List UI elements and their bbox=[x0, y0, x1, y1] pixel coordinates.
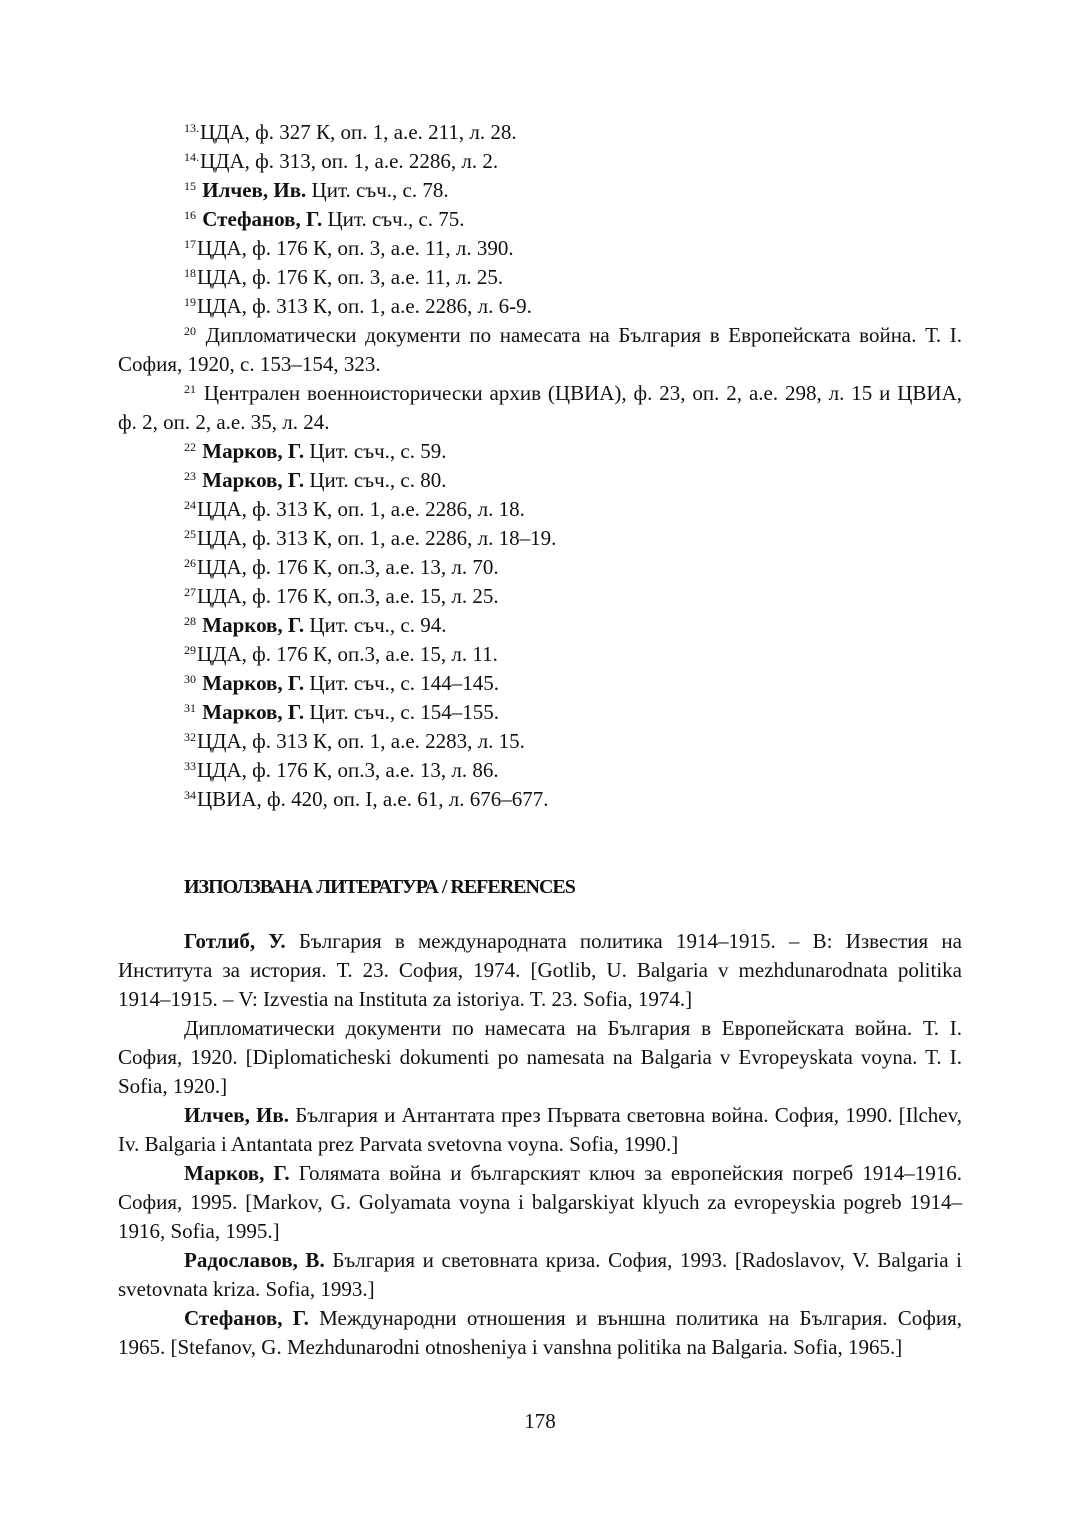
reference-author: Илчев, Ив. bbox=[184, 1103, 289, 1127]
footnote-number: 27 bbox=[184, 585, 196, 599]
footnote-number: 30 bbox=[184, 672, 196, 686]
footnote-text: Цит. съч., с. 59. bbox=[304, 439, 447, 463]
footnote-28 bbox=[118, 611, 962, 640]
footnote-text: Цит. съч., с. 94. bbox=[304, 613, 447, 637]
footnote-number: 33 bbox=[184, 759, 196, 773]
footnote-32 bbox=[118, 727, 962, 756]
footnote-25 bbox=[118, 524, 962, 553]
reference-item bbox=[118, 1101, 962, 1159]
reference-author: Радославов, В. bbox=[184, 1248, 325, 1272]
reference-text: България и световната криза. София, 1993. [Radoslavov, V. Balgaria i svetovnata kriza. Sofia, 1993.] bbox=[118, 1248, 963, 1301]
footnote-number: 34 bbox=[184, 788, 196, 802]
footnote-number: 14. bbox=[184, 150, 199, 164]
footnote-text: Цит. съч., с. 154–155. bbox=[304, 700, 499, 724]
reference-text: България в международната политика 1914–1915. – В: Известия на Института за история. Т. 23. София, 1974. [Gotlib, U. Balgaria v mezhdunarodnata politika 1914–1915. – V: Izvestia na Instituta za istoriya. T. 23. Sofia, 1974.] bbox=[118, 929, 962, 1011]
footnote-number: 32 bbox=[184, 730, 196, 744]
reference-item bbox=[118, 1159, 962, 1246]
footnote-text: ЦВИА, ф. 420, оп. I, а.е. 61, л. 676–677. bbox=[197, 787, 549, 811]
footnote-13 bbox=[118, 118, 962, 147]
footnote-text: ЦДА, ф. 313 К, оп. 1, а.е. 2286, л. 18–19. bbox=[197, 526, 557, 550]
references-list bbox=[118, 927, 962, 1362]
footnote-author: Стефанов, Г. bbox=[202, 207, 323, 231]
footnote-17 bbox=[118, 234, 962, 263]
reference-item bbox=[118, 1304, 962, 1362]
footnote-number: 13. bbox=[184, 121, 199, 135]
footnote-21 bbox=[118, 379, 962, 437]
footnote-text: ЦДА, ф. 327 К, оп. 1, а.е. 211, л. 28. bbox=[200, 120, 517, 144]
footnote-text: Цит. съч., с. 80. bbox=[304, 468, 447, 492]
footnote-34 bbox=[118, 785, 962, 814]
footnote-15 bbox=[118, 176, 962, 205]
footnote-number: 23 bbox=[184, 469, 196, 483]
reference-item bbox=[118, 1246, 962, 1304]
footnote-text: ЦДА, ф. 176 К, оп.3, а.е. 15, л. 11. bbox=[197, 642, 498, 666]
footnote-29 bbox=[118, 640, 962, 669]
reference-author: Стефанов, Г. bbox=[184, 1306, 309, 1330]
footnote-text: ЦДА, ф. 313 К, оп. 1, а.е. 2286, л. 18. bbox=[197, 497, 525, 521]
footnote-text: ЦДА, ф. 313 К, оп. 1, а.е. 2283, л. 15. bbox=[197, 729, 525, 753]
references-heading: ИЗПОЛЗВАНА ЛИТЕРАТУРА / REFERENCES bbox=[184, 876, 575, 898]
footnotes-list bbox=[118, 118, 962, 814]
footnote-27 bbox=[118, 582, 962, 611]
footnote-number: 26 bbox=[184, 556, 196, 570]
footnote-16 bbox=[118, 205, 962, 234]
footnote-23 bbox=[118, 466, 962, 495]
footnote-number: 28 bbox=[184, 614, 196, 628]
footnote-number: 18 bbox=[184, 266, 196, 280]
footnote-author: Марков, Г. bbox=[202, 439, 305, 463]
footnote-number: 25 bbox=[184, 527, 196, 541]
page-content bbox=[118, 118, 962, 1362]
reference-text: България и Антантата през Първата световна война. София, 1990. [Ilchev, Iv. Balgaria i Antantata prez Parvata svetovna voyna. Sofia, 1990.] bbox=[118, 1103, 963, 1156]
footnote-text: Цит. съч., с. 75. bbox=[322, 207, 465, 231]
footnote-31 bbox=[118, 698, 962, 727]
footnote-19 bbox=[118, 292, 962, 321]
reference-item bbox=[118, 927, 962, 1014]
reference-author: Готлиб, У. bbox=[184, 929, 286, 953]
footnote-author: Илчев, Ив. bbox=[202, 178, 307, 202]
footnote-author: Марков, Г. bbox=[202, 468, 305, 492]
footnote-author: Марков, Г. bbox=[202, 700, 305, 724]
footnote-22 bbox=[118, 437, 962, 466]
footnote-14 bbox=[118, 147, 962, 176]
footnote-number: 24 bbox=[184, 498, 196, 512]
footnote-number: 17 bbox=[184, 237, 196, 251]
footnote-18 bbox=[118, 263, 962, 292]
footnote-text: Цит. съч., с. 144–145. bbox=[304, 671, 499, 695]
footnote-author: Марков, Г. bbox=[202, 671, 305, 695]
footnote-text: Централен военноисторически архив (ЦВИА), ф. 23, оп. 2, а.е. 298, л. 15 и ЦВИА, ф. 2, оп. 2, а.е. 35, л. 24. bbox=[118, 381, 962, 434]
reference-item bbox=[118, 1014, 962, 1101]
footnote-24 bbox=[118, 495, 962, 524]
footnote-number: 21 bbox=[184, 382, 196, 396]
footnote-number: 22 bbox=[184, 440, 196, 454]
reference-text: Международни отношения и външна политика на България. София, 1965. [Stefanov, G. Mezhdunarodni otnosheniya i vanshna politika na Balgaria. Sofia, 1965.] bbox=[118, 1306, 962, 1359]
footnote-text: ЦДА, ф. 176 К, оп.3, а.е. 13, л. 70. bbox=[197, 555, 499, 579]
footnote-number: 31 bbox=[184, 701, 196, 715]
footnote-author: Марков, Г. bbox=[202, 613, 305, 637]
footnote-text: Дипломатически документи по намесата на България в Европейската война. Т. I. София, 1920, с. 153–154, 323. bbox=[118, 323, 962, 376]
footnote-26 bbox=[118, 553, 962, 582]
footnote-text: Цит. съч., с. 78. bbox=[306, 178, 449, 202]
footnote-text: ЦДА, ф. 176 К, оп. 3, а.е. 11, л. 390. bbox=[197, 236, 514, 260]
footnote-text: ЦДА, ф. 176 К, оп. 3, а.е. 11, л. 25. bbox=[197, 265, 504, 289]
footnote-number: 15 bbox=[184, 179, 196, 193]
footnote-number: 16 bbox=[184, 208, 196, 222]
footnote-number: 29 bbox=[184, 643, 196, 657]
footnote-text: ЦДА, ф. 176 К, оп.3, а.е. 15, л. 25. bbox=[197, 584, 499, 608]
reference-text: Голямата война и българският ключ за европейския погреб 1914–1916. София, 1995. [Markov, G. Golyamata voyna i balgarskiyat klyuch za evropeyskia pogreb 1914–1916, Sofia, 1995.] bbox=[118, 1161, 962, 1243]
footnote-text: ЦДА, ф. 313 К, оп. 1, а.е. 2286, л. 6-9. bbox=[197, 294, 532, 318]
footnote-30 bbox=[118, 669, 962, 698]
footnote-number: 20 bbox=[184, 324, 196, 338]
footnote-text: ЦДА, ф. 176 К, оп.3, а.е. 13, л. 86. bbox=[197, 758, 499, 782]
footnote-33 bbox=[118, 756, 962, 785]
page-number: 178 bbox=[524, 1409, 556, 1433]
footnote-20 bbox=[118, 321, 962, 379]
footnote-text: ЦДА, ф. 313, оп. 1, а.е. 2286, л. 2. bbox=[200, 149, 499, 173]
reference-text: Дипломатически документи по намесата на България в Европейската война. Т. I. София, 1920. [Diplomaticheski dokumenti po namesata na Balgaria v Evropeyskata voyna. T. I. Sofia, 1920.] bbox=[118, 1016, 962, 1098]
reference-author: Марков, Г. bbox=[184, 1161, 290, 1185]
footnote-number: 19 bbox=[184, 295, 196, 309]
